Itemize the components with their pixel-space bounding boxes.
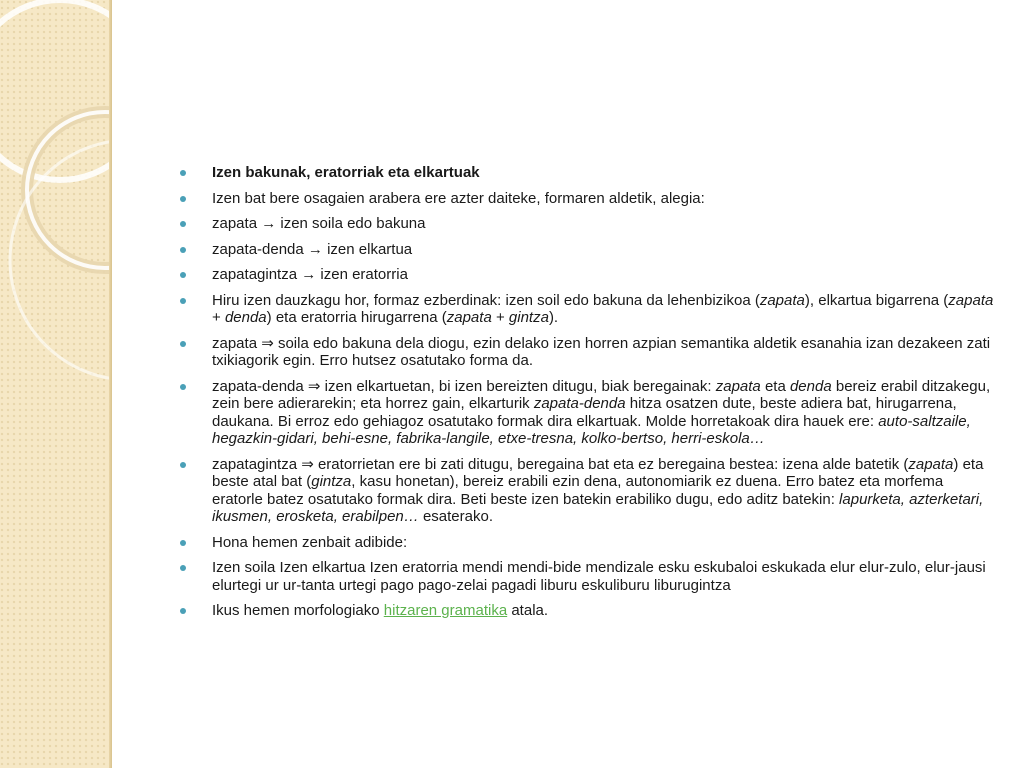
italic-examples: lapurketa, azterketari, ikusmen, erosketa, erabilpen… [212,490,984,525]
item-text: Izen soila Izen elkartua Izen eratorria mendi mendi-bide mendizale esku eskubaloi eskukada elur elur-zulo, elur-jausi elurtegi ur ur-tanta urtegi pago pago-zelai pagadi liburu eskuliburu liburugintza [212,559,986,594]
bullet-icon [180,608,186,614]
list-item [180,602,995,620]
item-text: esaterako. [418,508,493,525]
slide-content [180,164,995,628]
list-item [180,190,995,208]
item-text: + [491,309,509,326]
item-text: eta [760,377,790,395]
item-text: hitza osatzen dute, beste adiera bat, hirugarrena, daukana. Bi erroz edo gehiagoz osatutako formak dira elkartuak. Molde horretakoak dira hauek ere: [212,395,957,430]
item-text: ). [548,309,559,326]
item-text: zapata-denda → izen elkartua [212,240,413,258]
italic-term: zapata [948,291,994,309]
italic-term: zapata [759,291,805,309]
bullet-icon [180,341,186,347]
bullet-icon [180,196,186,202]
list-item [180,559,995,594]
item-text: Izen bat bere osagaien arabera ere azter daiteke, formaren aldetik, alegia: [212,189,705,207]
item-text: + [212,309,225,326]
item-text: Ikus hemen morfologiako [212,602,384,619]
item-text: zapata-denda ⇒ izen elkartuetan, bi izen bereizten ditugu, biak beregainak: [212,377,716,395]
item-text: atala. [507,602,549,619]
item-text: zapatagintza ⇒ eratorrietan ere bi zati ditugu, beregaina bat eta ez beregaina bestea: izena alde batetik ( [212,455,909,473]
italic-term: zapata [715,377,761,395]
bullet-icon [180,247,186,253]
italic-term: zapata [908,455,954,473]
bullet-icon [180,272,186,278]
item-text: ) eta beste atal bat ( [212,455,984,490]
bullet-list [180,164,995,620]
italic-examples: auto-saltzaile, hegazkin-gidari, behi-esne, fabrika-langile, etxe-tresna, kolko-bertso, herri-eskola… [212,412,971,447]
bullet-icon [180,384,186,390]
decorative-circles [0,0,112,768]
list-item [180,215,995,233]
item-text: zapata ⇒ soila edo bakuna dela diogu, ezin delako izen horren azpian semantika aldetik esanahia izan dezakeen zati txikiagorik egin. Erro hutsez osatutako forma da. [212,334,991,369]
bullet-icon [180,221,186,227]
italic-term: gintza [508,309,549,326]
list-item-heading [180,164,995,182]
list-item [180,292,995,327]
bullet-icon [180,540,186,546]
italic-term: zapata [446,309,492,326]
italic-term: gintza [311,473,352,490]
list-item [180,335,995,370]
italic-term: zapata-denda [533,395,626,412]
list-item [180,456,995,526]
item-text: zapata → izen soila edo bakuna [212,215,426,232]
list-item [180,241,995,259]
italic-term: denda [789,377,832,395]
item-text: Hiru izen dauzkagu hor, formaz ezberdinak: izen soil edo bakuna da lehenbizikoa ( [212,291,760,309]
list-item [180,534,995,552]
item-text: Hona hemen zenbait adibide: [212,533,408,551]
italic-term: denda [224,309,267,326]
bullet-icon [180,170,186,176]
item-text: , kasu honetan), bereiz erabili ezin dena, autonomiarik ez duena. Erro batez eta morfema eratorle batez osatutako formak dira. Beti beste izen batekin erabiliko dugu, edo aditz batekin: [212,473,944,508]
bullet-icon [180,298,186,304]
heading-text: Izen bakunak, eratorriak eta elkartuak [212,164,480,181]
item-text: ) eta eratorria hirugarrena ( [266,309,447,326]
panel-edge [109,0,112,768]
item-text: zapatagintza → izen eratorria [212,266,408,283]
item-text: bereiz erabil ditzakegu, zein bere adierarekin; eta horrez gain, elkarturik [212,377,991,412]
decorative-side-panel [0,0,112,768]
list-item [180,378,995,448]
grammar-link[interactable]: hitzaren gramatika [383,602,508,619]
list-item [180,266,995,284]
bullet-icon [180,462,186,468]
item-text: ), elkartua bigarrena ( [804,291,949,309]
bullet-icon [180,565,186,571]
